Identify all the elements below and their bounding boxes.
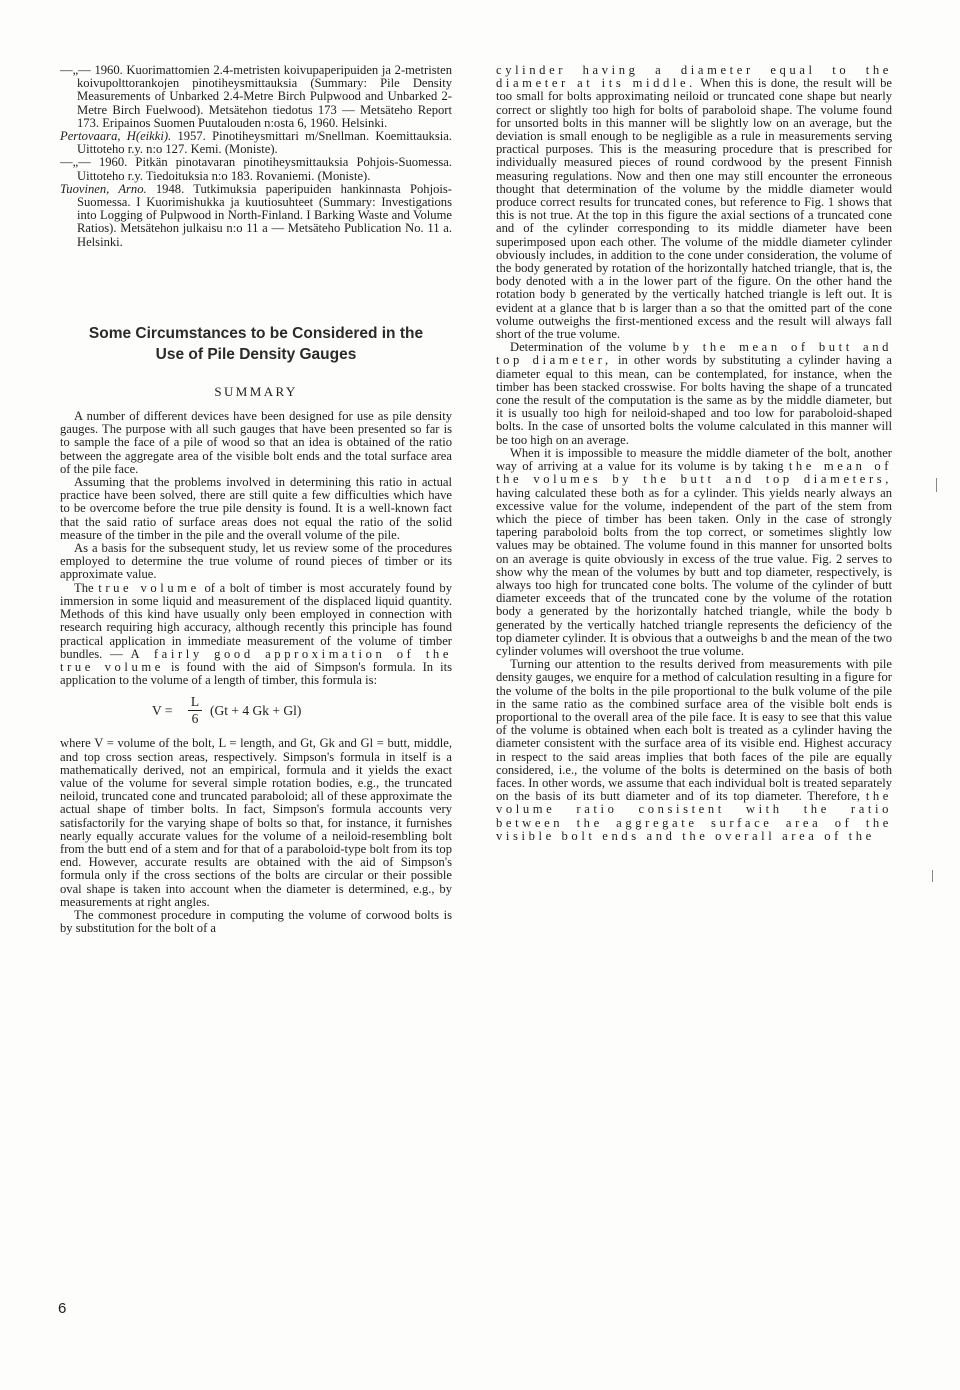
paragraph: A number of different devices have been designed for use as pile density gauges. The purpose with all such gauges that have been presented so far is to sample the face of a pile of wood so that an idea is obtained of the ratio between the aggregate area of the visible bolt ends and the total surface area of the pile face. — [60, 409, 452, 476]
margin-mark — [936, 478, 943, 492]
summary-label: SUMMARY — [214, 383, 298, 399]
paragraph: When it is impossible to measure the middle diameter of the bolt, another way of arriving at a value for its volume is by taking the mean of the volumes by the butt and top diameters, having calculated these both as for a cylinder. This yields nearly always an excessive value for the volume, independent of the part of the stem from which the piece of timber has been taken. Only in the case of strongly tapering paraboloid bolts from the top correct, or sometimes slightly low values may be obtained. The volume found in this manner for unsorted bolts on an average is quite obviously in excess of the true value. Fig. 2 serves to show why the mean of the volumes by butt and top diameter, respectively, is always too high for truncated cone bolts. The volume of the cylinder of butt diameter exceeds that of the truncated cone by the volume of the rotation body a generated by the horizontally hatched triangle, while the body b generated by the vertically hatched triangle represents the deficiency of the top diameter cylinder. It is obvious that a outweighs b and the mean of the two cylinder volumes will overshoot the true volume. — [496, 445, 893, 658]
paragraph: The commonest procedure in computing the volume of corwood bolts is by substitution for the bolt of a — [60, 907, 452, 936]
paragraph: As a basis for the subsequent study, let us review some of the procedures employed to determine the true volume of round pieces of timber or its approximate value. — [60, 541, 452, 582]
reference-entry: Pertovaara, H(eikki). 1957. Pinotiheysmittari m/Snellman. Koemittauksia. Uittoteho r.y. n:o 127. Kemi. (Moniste). — [60, 129, 452, 157]
paragraph: The true volume of a bolt of timber is most accurately found by immersion in some liquid and measurement of the displaced liquid quantity. Methods of this kind have usually only been employed in connection with research requiring high accuracy, although recently this principle has found practical application in immediate measurement of the volume of timber bundles. — A fairly good approximation of the true volume is found with the aid of Simpson's formula. In its application to the volume of a length of timber, this formula is: — [60, 580, 453, 688]
reference-entry: —„— 1960. Kuorimattomien 2.4-metristen koivupaperipuiden ja 2-metristen koivupolttorankojen pinotiheysmittauksia (Summary: Pile Density Measurements of Unbarked 2.4-Metre Birch Pulpwood and Unbarked 2-Metre Birch Fuelwood). Metsätehon tiedotus 173 — Metsäteho Report 173. Eripainos Suomen Puutalouden n:osta 6, 1960. Helsinki. — [60, 63, 452, 130]
paragraph: Assuming that the problems involved in determining this ratio in actual practice have been solved, there are still quite a few difficulties which have to be overcome before the true pile density is found. It is a well-known fact that the said ratio of surface areas does not equal the ratio of the solid measure of the timber in the pile and the overall volume of the pile. — [60, 475, 452, 542]
simpson-formula: V = L 6 (Gt + 4 Gk + Gl) — [152, 694, 302, 727]
left-column — [60, 64, 452, 935]
reference-entry: —„— 1960. Pitkän pinotavaran pinotiheysmittauksia Pohjois-Suomessa. Uittoteho r.y. Tiedoituksia n:o 183. Rovaniemi. (Moniste). — [60, 155, 452, 183]
paragraph: Determination of the volume by the mean of butt and top diameter, in other words by substituting a cylinder having a diameter equal to this mean, can be contemplated, for instance, when the timber has been stacked crosswise. For bolts having the shape of a truncated cone the result of the computation is the same as by the middle diameter, but it is usually too high for neiloid-shaped and too low for paraboloid-shaped bolts. In the case of unsorted bolts the volume calculated in this manner will be too high on an average. — [496, 340, 892, 447]
page-number: 6 — [58, 1300, 67, 1317]
paragraph: cylinder having a diameter equal to the diameter at its middle. When this is done, the result will be too small for bolts approximating neiloid or truncated cone shape but nearly correct or slightly too high for bolts of paraboloid shape. The volume found for unsorted bolts in this manner will be slightly low on an average, but the deviation is small enough to be negligible as a rule in measurements serving practical purposes. This is the measuring procedure that is prescribed for individually measured pieces of round cordwood by the present Finnish measuring regulations. Now and then one may still encounter the erroneous thought that determination of the volume by the middle diameter would produce correct results for truncated cones, but reference to Fig. 1 shows that this is not true. At the top in this figure the axial sections of a truncated cone and of the cylinder corresponding to its middle diameter have been superimposed upon each other. The volume of the middle diameter cylinder obviously includes, in addition to the cone under consideration, the volume of the body generated by rotation of the horizontally hatched triangle, that is, the body denoted with a in the lower part of the figure. On the other hand the rotation body b generated by the vertically hatched triangle is left out. It is evident at a glance that b is larger than a so that the omitted part of the cone volume outweighs the first-mentioned excess and the result will always fall short of the true volume. — [496, 63, 892, 342]
formula-fraction: L 6 — [188, 695, 202, 726]
reference-author: Tuovinen, Arno. — [60, 181, 147, 196]
reference-list — [60, 64, 452, 249]
margin-mark — [932, 870, 939, 882]
paragraph: Turning our attention to the results derived from measurements with pile density gauges, we enquire for a method of calculation resulting in a figure for the volume of the bolts in the pile proportional to the bulk volume of the pile in the same ratio as the combined surface area of the visible bolt ends is proportional to the overall area of the pile face. It is easy to see that this value of the volume is obtained when each bolt is treated as a cylinder having the diameter consistent with the surface area of its visible end. Highest accuracy in respect to the said areas implies that both faces of the pile are equally considered, i.e., the volume of the bolts is determined on the basis of both faces. In other words, we assume that each individual bolt is treated separately on the basis of its butt diameter and of its top diameter. Therefore, the volume ratio consistent with the ratio between the aggregate surface area of the visible bolt ends and the overall area of the — [496, 657, 892, 843]
article-title: Some Circumstances to be Considered in the Use of Pile Density Gauges — [88, 324, 424, 363]
paragraph: where V = volume of the bolt, L = length, and Gt, Gk and Gl = butt, middle, and top cross section areas, respectively. Simpson's formula in itself is a mathematically derived, not an empirical, formula and it yields the exact value of the volume for several simple rotation bodies, e.g., the truncated neiloid, truncated cone and truncated paraboloid; all of these approximate the actual shape of timber bolts. In fact, Simpson's formula accounts very satisfactorily for the varying shape of bolts so that, for instance, it furnishes nearly equally accurate values for the volume of a neiloid-resembling bolt from the butt end of a stem and for that of a paraboloid-type bolt from its top end. However, accurate results are obtained with the aid of Simpson's formula only if the cross sections of the bolts are circular or their possible oval shape is taken into account when the diameter is determined, e.g., by measurements at right angles. — [60, 736, 452, 909]
reference-entry: Tuovinen, Arno. 1948. Tutkimuksia paperipuiden hankinnasta Pohjois-Suomessa. I Kuorimishukka ja kuutiosuhteet (Summary: Investigations into Logging of Pulpwood in North-Finland. I Barking Waste and Volume Ratios). Metsätehon julkaisu n:o 11 a — Metsäteho Publication No. 11 a. Helsinki. — [60, 181, 452, 249]
reference-author: Pertovaara, H(eikki). — [60, 129, 172, 144]
right-column — [496, 64, 892, 843]
